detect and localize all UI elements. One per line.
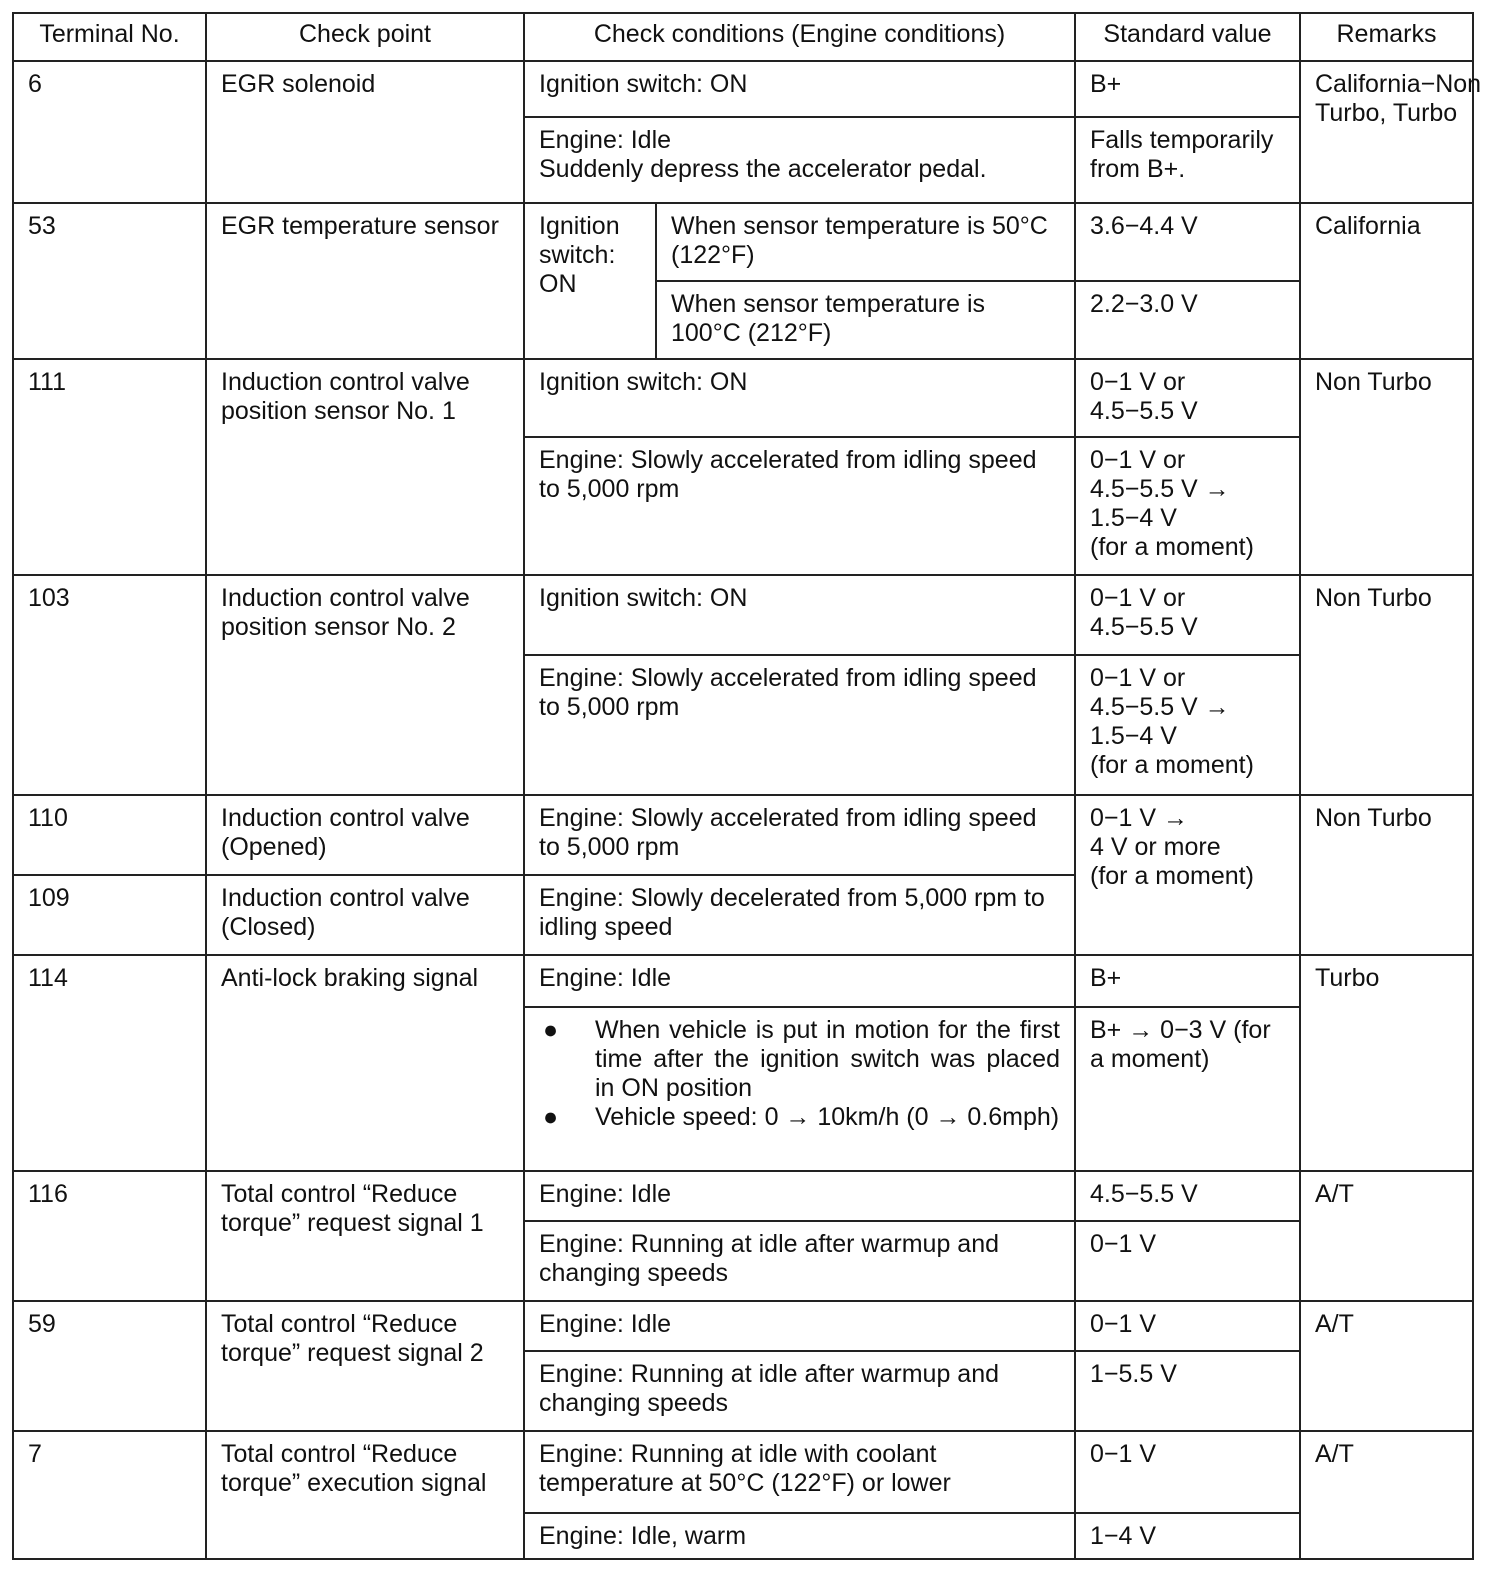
header-terminal-no: Terminal No. <box>13 13 206 61</box>
table-row <box>13 203 1473 281</box>
bullet-item <box>539 1016 1060 1103</box>
condition-cell: Engine: Running at idle after warmup and changing speeds <box>524 1221 1075 1301</box>
standard-value-cell: B+ → 0−3 V (for a moment) <box>1075 1007 1300 1171</box>
terminal-cell: 59 <box>13 1301 206 1431</box>
check-point-cell: Anti-lock braking signal <box>206 955 524 1171</box>
remarks-cell: A/T <box>1300 1301 1473 1431</box>
condition-cell: Engine: Idle <box>524 1171 1075 1221</box>
remarks-cell: Non Turbo <box>1300 359 1473 575</box>
standard-value-cell <box>1075 437 1300 575</box>
terminal-cell: 110 <box>13 795 206 875</box>
table-row <box>13 1301 1473 1351</box>
value-line: 4.5−5.5 V → <box>1090 693 1230 721</box>
remarks-cell: Non Turbo <box>1300 795 1473 955</box>
value-line: 1.5−4 V <box>1090 722 1177 750</box>
value-line: (for a moment) <box>1090 862 1254 890</box>
check-point-cell: Total control “Reduce torque” request signal 1 <box>206 1171 524 1301</box>
table-row <box>13 61 1473 117</box>
remarks-cell: Turbo <box>1300 955 1473 1171</box>
value-line: 4.5−5.5 V → <box>1090 475 1230 503</box>
check-point-cell: Total control “Reduce torque” request signal 2 <box>206 1301 524 1431</box>
remarks-cell: California <box>1300 203 1473 359</box>
standard-value-cell <box>1075 575 1300 655</box>
value-line: 0−1 V or <box>1090 368 1186 396</box>
value-line: 0−1 V or <box>1090 664 1186 692</box>
condition-cell <box>524 1007 1075 1171</box>
value-line: 1.5−4 V <box>1090 504 1177 532</box>
standard-value-cell: 0−1 V <box>1075 1431 1300 1513</box>
terminal-check-table <box>12 12 1482 1560</box>
condition-cell: Engine: Idle <box>524 955 1075 1007</box>
value-line: (for a moment) <box>1090 751 1254 779</box>
document-page <box>12 12 1482 1560</box>
standard-value-cell: 0−1 V <box>1075 1301 1300 1351</box>
standard-value-cell <box>1075 359 1300 437</box>
terminal-cell: 6 <box>13 61 206 203</box>
terminal-cell: 7 <box>13 1431 206 1559</box>
remarks-cell: California−Non Turbo, Turbo <box>1300 61 1473 203</box>
terminal-cell: 53 <box>13 203 206 359</box>
condition-cell: Engine: Running at idle after warmup and changing speeds <box>524 1351 1075 1431</box>
value-line: 4.5−5.5 V <box>1090 397 1198 425</box>
standard-value-cell <box>1075 655 1300 795</box>
check-point-cell: Total control “Reduce torque” execution signal <box>206 1431 524 1559</box>
header-check-point: Check point <box>206 13 524 61</box>
terminal-cell: 109 <box>13 875 206 955</box>
bullet-icon: ● <box>543 1016 559 1044</box>
terminal-cell: 116 <box>13 1171 206 1301</box>
bullet-text: Vehicle speed: 0 → 10km/h (0 → 0.6mph) <box>595 1103 1060 1131</box>
condition-cell <box>524 117 1075 203</box>
check-point-cell: Induction control valve position sensor No. 1 <box>206 359 524 575</box>
terminal-cell: 114 <box>13 955 206 1171</box>
condition-cell: Engine: Running at idle with coolant temperature at 50°C (122°F) or lower <box>524 1431 1075 1513</box>
standard-value-cell: B+ <box>1075 955 1300 1007</box>
condition-subgroup-cell: Ignition switch: ON <box>524 203 656 359</box>
table-row <box>13 1171 1473 1221</box>
standard-value-cell: Falls temporarily from B+. <box>1075 117 1300 203</box>
standard-value-cell: 3.6−4.4 V <box>1075 203 1300 281</box>
standard-value-cell: 1−5.5 V <box>1075 1351 1300 1431</box>
condition-line: Suddenly depress the accelerator pedal. <box>539 155 987 183</box>
bullet-text: When vehicle is put in motion for the first time after the ignition switch was placed in ON position <box>595 1016 1060 1102</box>
value-line: 0−1 V or <box>1090 584 1186 612</box>
table-row <box>13 955 1473 1007</box>
terminal-cell: 103 <box>13 575 206 795</box>
check-point-cell: Induction control valve (Opened) <box>206 795 524 875</box>
condition-cell: Engine: Idle <box>524 1301 1075 1351</box>
value-line: 4 V or more <box>1090 833 1221 861</box>
header-check-conditions: Check conditions (Engine conditions) <box>524 13 1075 61</box>
standard-value-cell: 0−1 V <box>1075 1221 1300 1301</box>
table-row <box>13 575 1473 655</box>
bullet-item <box>539 1103 1060 1132</box>
check-point-cell: Induction control valve position sensor No. 2 <box>206 575 524 795</box>
header-standard-value: Standard value <box>1075 13 1300 61</box>
condition-cell: Engine: Slowly accelerated from idling speed to 5,000 rpm <box>524 437 1075 575</box>
value-line: 0−1 V or <box>1090 446 1186 474</box>
value-line: 0−1 V → <box>1090 804 1188 832</box>
standard-value-cell <box>1075 795 1300 955</box>
condition-cell: Engine: Slowly accelerated from idling speed to 5,000 rpm <box>524 795 1075 875</box>
condition-cell: When sensor temperature is 50°C (122°F) <box>656 203 1075 281</box>
condition-cell: Engine: Slowly accelerated from idling speed to 5,000 rpm <box>524 655 1075 795</box>
header-row <box>13 13 1473 61</box>
condition-cell: When sensor temperature is 100°C (212°F) <box>656 281 1075 359</box>
standard-value-cell: 2.2−3.0 V <box>1075 281 1300 359</box>
condition-cell: Ignition switch: ON <box>524 359 1075 437</box>
condition-cell: Ignition switch: ON <box>524 61 1075 117</box>
value-line: (for a moment) <box>1090 533 1254 561</box>
condition-line: Engine: Idle <box>539 126 672 154</box>
table-row <box>13 1431 1473 1513</box>
standard-value-cell: 4.5−5.5 V <box>1075 1171 1300 1221</box>
check-point-cell: EGR temperature sensor <box>206 203 524 359</box>
table-row <box>13 359 1473 437</box>
check-point-cell: EGR solenoid <box>206 61 524 203</box>
condition-cell: Ignition switch: ON <box>524 575 1075 655</box>
remarks-cell: Non Turbo <box>1300 575 1473 795</box>
condition-cell: Engine: Slowly decelerated from 5,000 rpm to idling speed <box>524 875 1075 955</box>
bullet-icon: ● <box>543 1103 559 1131</box>
header-remarks: Remarks <box>1300 13 1473 61</box>
terminal-cell: 111 <box>13 359 206 575</box>
condition-cell: Engine: Idle, warm <box>524 1513 1075 1559</box>
remarks-cell: A/T <box>1300 1431 1473 1559</box>
standard-value-cell: B+ <box>1075 61 1300 117</box>
value-line: 4.5−5.5 V <box>1090 613 1198 641</box>
table-row <box>13 795 1473 875</box>
check-point-cell: Induction control valve (Closed) <box>206 875 524 955</box>
standard-value-cell: 1−4 V <box>1075 1513 1300 1559</box>
remarks-cell: A/T <box>1300 1171 1473 1301</box>
